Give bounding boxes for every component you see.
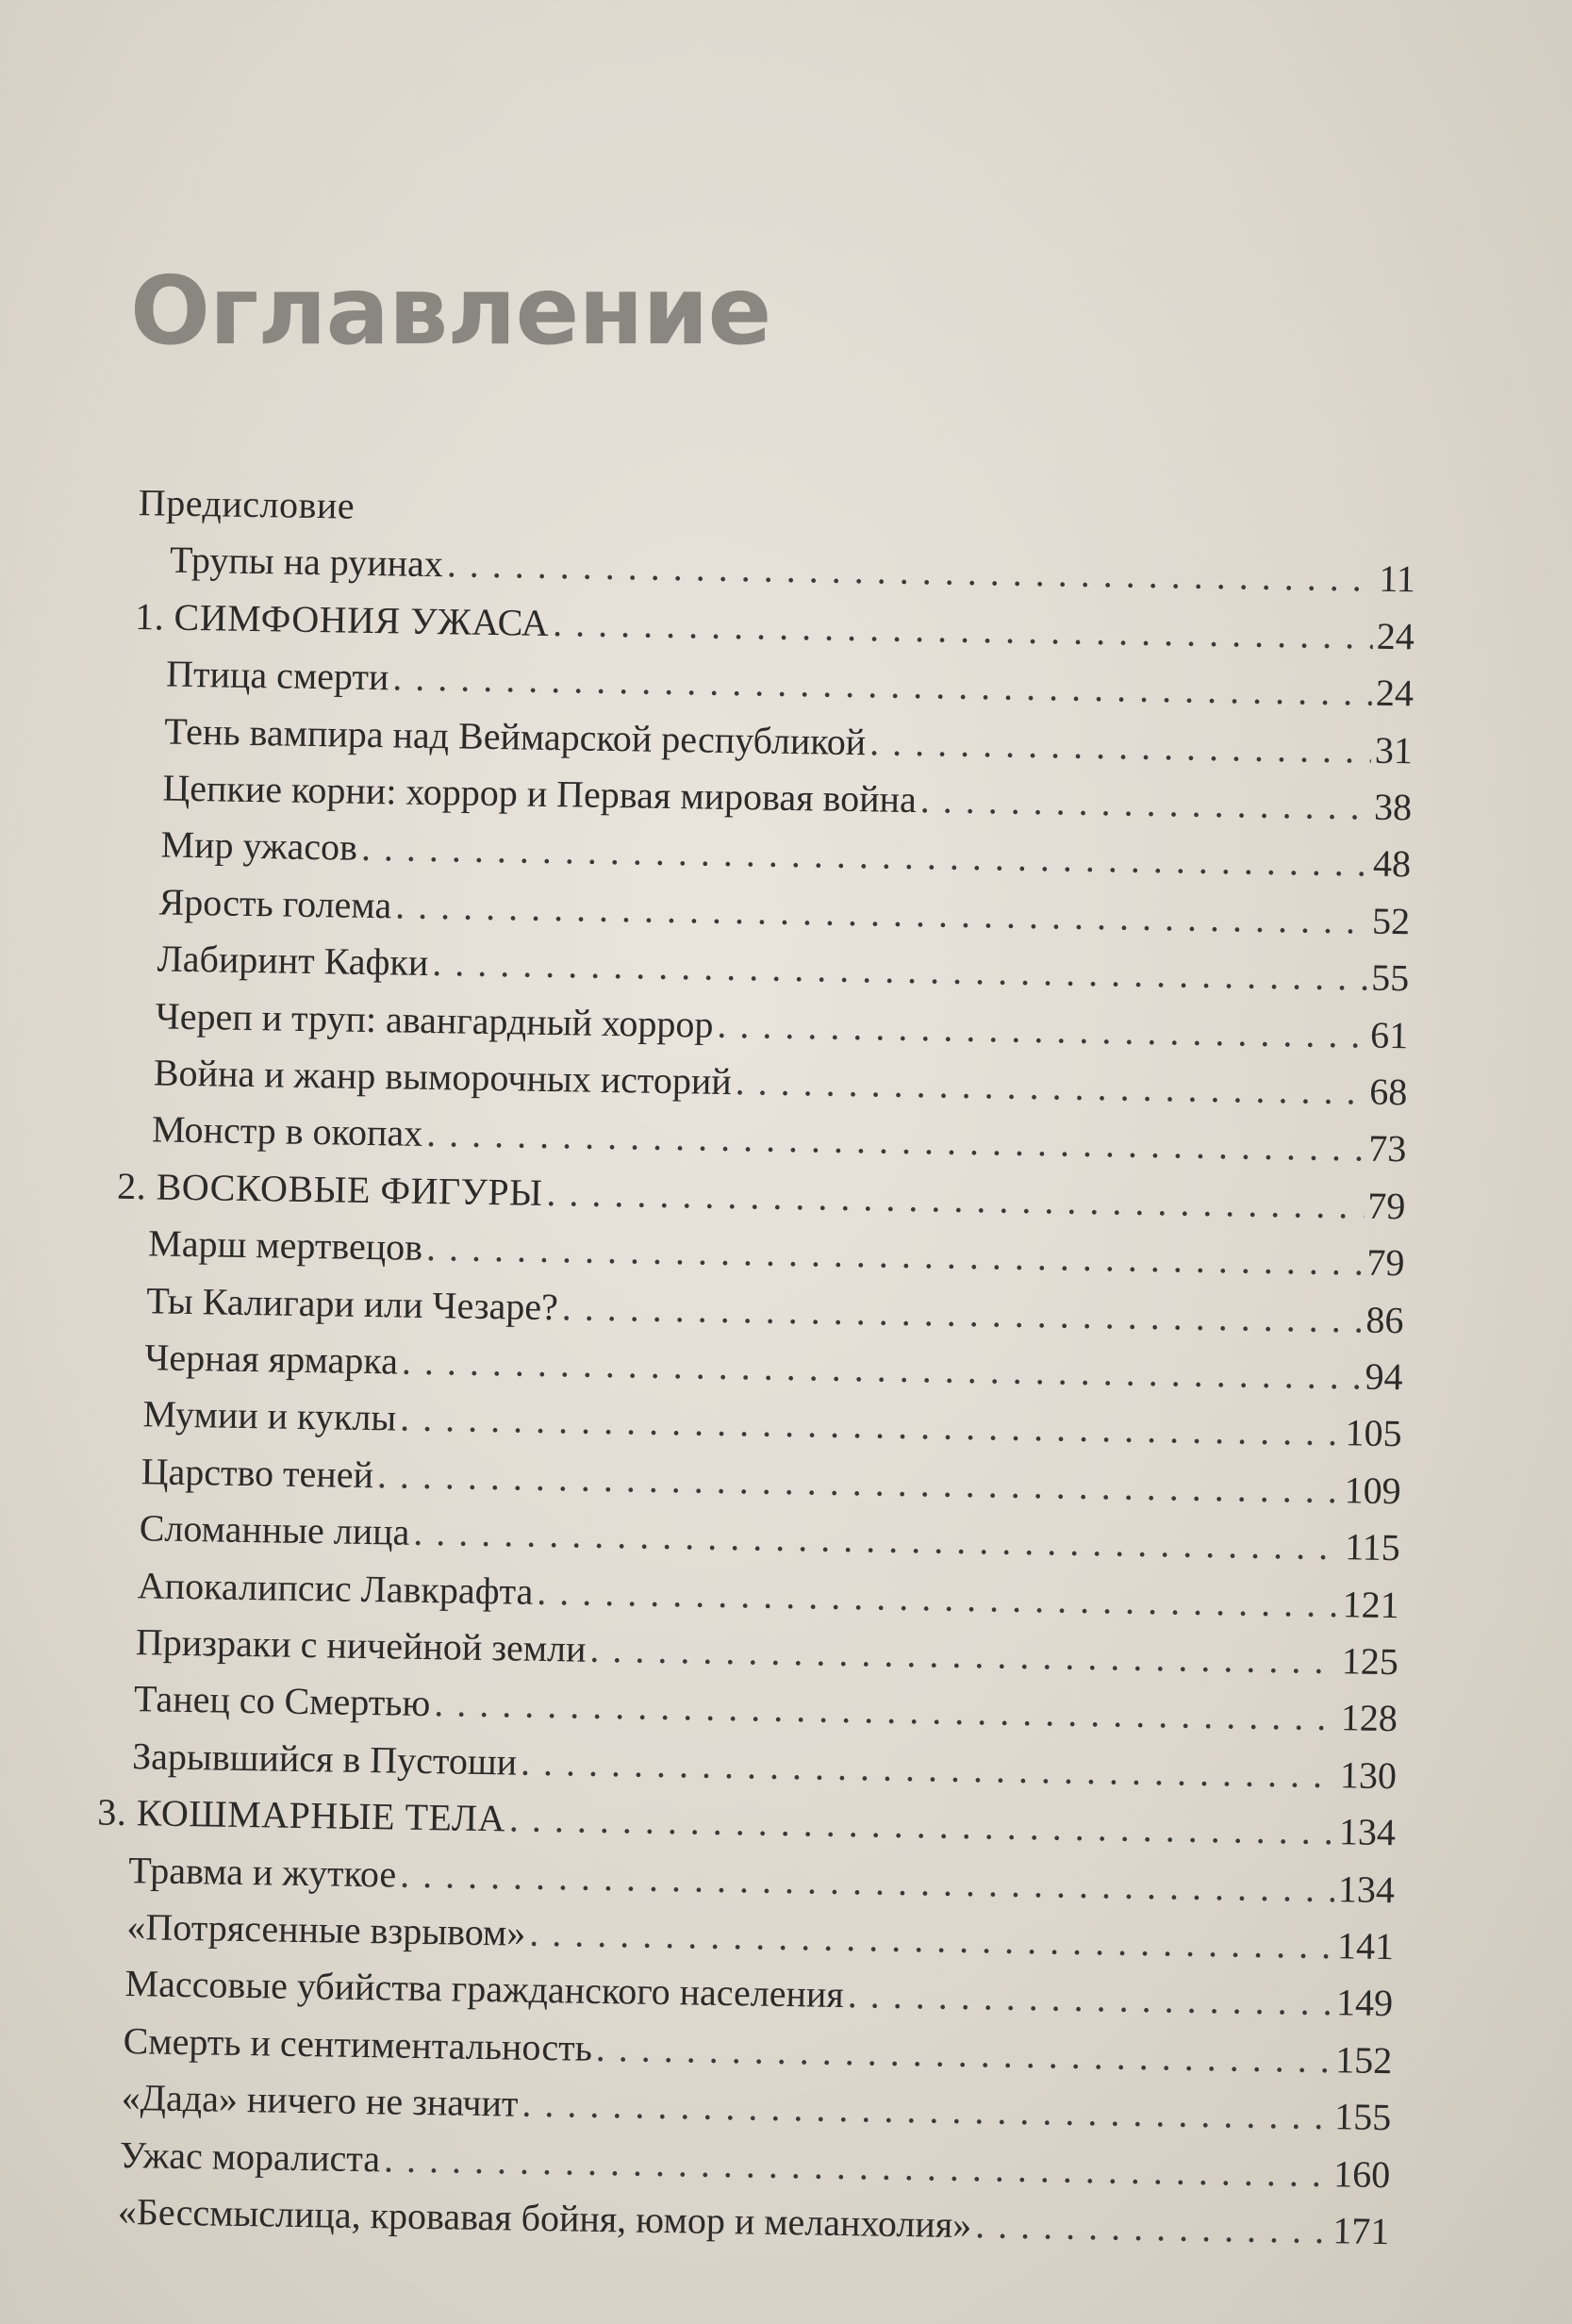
toc-entry-label: Предисловие: [138, 481, 356, 527]
toc-entry-label: Танец со Смертью: [133, 1677, 431, 1725]
toc-entry-row: [157, 937, 1410, 1000]
toc-entry-label: Мумии и куклы: [142, 1392, 397, 1439]
toc-entry-label: «Бессмыслица, кровавая бойня, юмор и меланхолия»: [117, 2189, 972, 2247]
dot-leader: [546, 1174, 1365, 1225]
toc-entry-row: [162, 766, 1413, 829]
toc-page-number: 128: [1340, 1696, 1398, 1740]
toc-entry-label: Смерть и сентиментальность: [123, 2018, 593, 2069]
toc-page-number: 52: [1371, 899, 1411, 943]
dot-leader: [400, 1855, 1334, 1908]
dot-leader: [869, 723, 1371, 769]
toc-entry-row: [151, 1107, 1407, 1170]
toc-entry-row: [137, 1563, 1400, 1626]
toc-page-number: 11: [1378, 557, 1416, 601]
toc-entry-row: [144, 1336, 1403, 1399]
toc-page-number: 125: [1341, 1639, 1399, 1684]
toc-entry-label: Зарывшийся в Пустоши: [131, 1734, 518, 1784]
dot-leader: [919, 781, 1370, 825]
dot-leader: [426, 1115, 1365, 1168]
toc-entry-row: [133, 1677, 1398, 1740]
toc-page-number: 160: [1332, 2151, 1391, 2196]
toc-page-number: 79: [1367, 1184, 1406, 1228]
dot-leader: [589, 1631, 1338, 1680]
toc-entry-row: [119, 2133, 1391, 2196]
toc-page-number: 68: [1368, 1070, 1408, 1114]
toc-entry-row: [163, 709, 1414, 772]
toc-page-number: 73: [1367, 1127, 1407, 1170]
toc-entry-label: Апокалипсис Лавкрафта: [137, 1563, 534, 1613]
toc-page-number: 24: [1376, 614, 1415, 658]
toc-entry-label: 2. ВОСКОВЫЕ ФИГУРЫ: [116, 1164, 543, 1214]
toc-entry-label: Ужас моралиста: [119, 2133, 381, 2180]
toc-entry-row: [146, 1278, 1404, 1341]
toc-entry-label: Марш мертвецов: [147, 1221, 423, 1270]
toc-page-number: 24: [1375, 671, 1415, 715]
toc-entry-label: Лабиринт Кафки: [157, 937, 429, 985]
dot-leader: [562, 1288, 1363, 1338]
dot-leader: [447, 546, 1376, 598]
toc-page-number: 55: [1370, 955, 1410, 1000]
toc-page-number: 155: [1333, 2095, 1392, 2139]
dot-leader: [377, 1456, 1341, 1509]
toc-page-number: 79: [1366, 1240, 1405, 1285]
toc-entry-label: 3. КОШМАРНЫЕ ТЕЛА: [96, 1790, 506, 1840]
toc-entry-label: Сломанные лица: [139, 1506, 410, 1553]
dot-leader: [537, 1572, 1339, 1622]
toc-page-number: 38: [1373, 785, 1413, 829]
toc-entry-label: Цепкие корни: хоррор и Первая мировая война: [162, 766, 918, 822]
toc-entry-row: [147, 1221, 1405, 1285]
dot-leader: [529, 1915, 1333, 1965]
toc-entry-row: [153, 1051, 1408, 1114]
toc-entry-row: [128, 1848, 1396, 1911]
toc-entry-label: Травма и жуткое: [128, 1848, 397, 1896]
toc-section-row: [96, 1790, 1397, 1854]
toc-entry-label: Птица смерти: [165, 652, 389, 699]
toc-section-row: [134, 594, 1415, 658]
toc-page-number: 134: [1337, 1867, 1396, 1911]
dot-leader: [434, 1685, 1337, 1737]
dot-leader: [413, 1514, 1341, 1566]
toc-entry-label: Черная ярмарка: [144, 1336, 399, 1383]
toc-entry-row: [123, 2018, 1393, 2082]
toc-page-number: 134: [1338, 1810, 1397, 1854]
dot-leader: [521, 1743, 1336, 1794]
toc-page-number: 149: [1335, 1981, 1394, 2025]
toc-entry-row: [142, 1392, 1402, 1455]
toc-entry-row: [126, 1905, 1395, 1968]
toc-page-number: 152: [1334, 2038, 1393, 2082]
toc-page-number: 105: [1345, 1411, 1402, 1455]
dot-leader: [735, 1063, 1365, 1110]
dot-leader: [717, 1005, 1366, 1054]
page-title: Оглавление: [130, 256, 771, 366]
toc-entry-row: [155, 994, 1409, 1056]
dot-leader: [553, 605, 1373, 656]
toc-entry-label: 1. СИМФОНИЯ УЖАСА: [134, 594, 550, 644]
toc-page-number: 109: [1344, 1469, 1402, 1513]
toc-entry-label: Ярость голема: [158, 880, 392, 927]
dot-leader: [395, 887, 1369, 939]
toc-entry-label: Тень вампира над Веймарской республикой: [163, 709, 867, 763]
toc-page-number: 61: [1369, 1013, 1409, 1056]
dot-leader: [361, 829, 1370, 883]
toc-entry-label: Трупы на руинах: [169, 538, 444, 586]
toc-page-number: 48: [1372, 842, 1412, 886]
dot-leader: [400, 1400, 1342, 1452]
toc-entry-label: Война и жанр выморочных историй: [153, 1051, 733, 1104]
dot-leader: [402, 1343, 1362, 1396]
toc-entry-label: Монстр в окопах: [151, 1107, 423, 1155]
dot-leader: [432, 944, 1367, 997]
toc-entry-row: [139, 1506, 1401, 1569]
toc-page-number: 121: [1342, 1582, 1400, 1626]
toc-page-number: 86: [1365, 1298, 1404, 1341]
toc-entry-row: [121, 2076, 1392, 2139]
toc-entry-row: [135, 1620, 1399, 1684]
toc-entry-row: [158, 880, 1411, 943]
dot-leader: [426, 1229, 1364, 1282]
toc-entry-label: «Потрясенные взрывом»: [126, 1905, 526, 1954]
dot-leader: [384, 2140, 1331, 2193]
dot-leader: [392, 659, 1372, 712]
dot-leader: [509, 1801, 1336, 1851]
toc-entry-label: Массовые убийства гражданского населения: [124, 1962, 845, 2017]
toc-entry-label: Ты Калигари или Чезаре?: [146, 1278, 559, 1328]
toc-entry-label: Мир ужасов: [160, 822, 358, 870]
toc-page-number: 171: [1332, 2209, 1390, 2253]
dot-leader: [847, 1976, 1332, 2021]
toc-page-number: 115: [1344, 1525, 1401, 1569]
toc-section-row: [116, 1164, 1406, 1228]
dot-leader: [596, 2030, 1332, 2079]
toc-entry-label: Череп и труп: авангардный хоррор: [155, 994, 714, 1046]
toc-entry-label: Призраки с ничейной земли: [135, 1620, 587, 1670]
dot-leader: [975, 2206, 1330, 2249]
dot-leader: [521, 2085, 1331, 2135]
toc-entry-row: [131, 1734, 1398, 1797]
toc-entry-row: [160, 822, 1412, 886]
toc-entry-row: [165, 652, 1415, 715]
toc-entry-row: [124, 1962, 1394, 2025]
toc-entry-label: Царство теней: [141, 1450, 374, 1496]
toc-entry-row: [117, 2189, 1390, 2253]
toc-entry-row: [169, 538, 1416, 601]
toc-page-number: 141: [1336, 1924, 1395, 1968]
toc-page-number: 94: [1365, 1354, 1403, 1399]
toc-page-number: 130: [1339, 1753, 1398, 1797]
toc-entry-label: «Дада» ничего не значит: [121, 2076, 519, 2125]
toc-page-number: 31: [1374, 728, 1414, 772]
toc-section-row: [138, 481, 1416, 541]
toc-entry-row: [141, 1450, 1402, 1513]
